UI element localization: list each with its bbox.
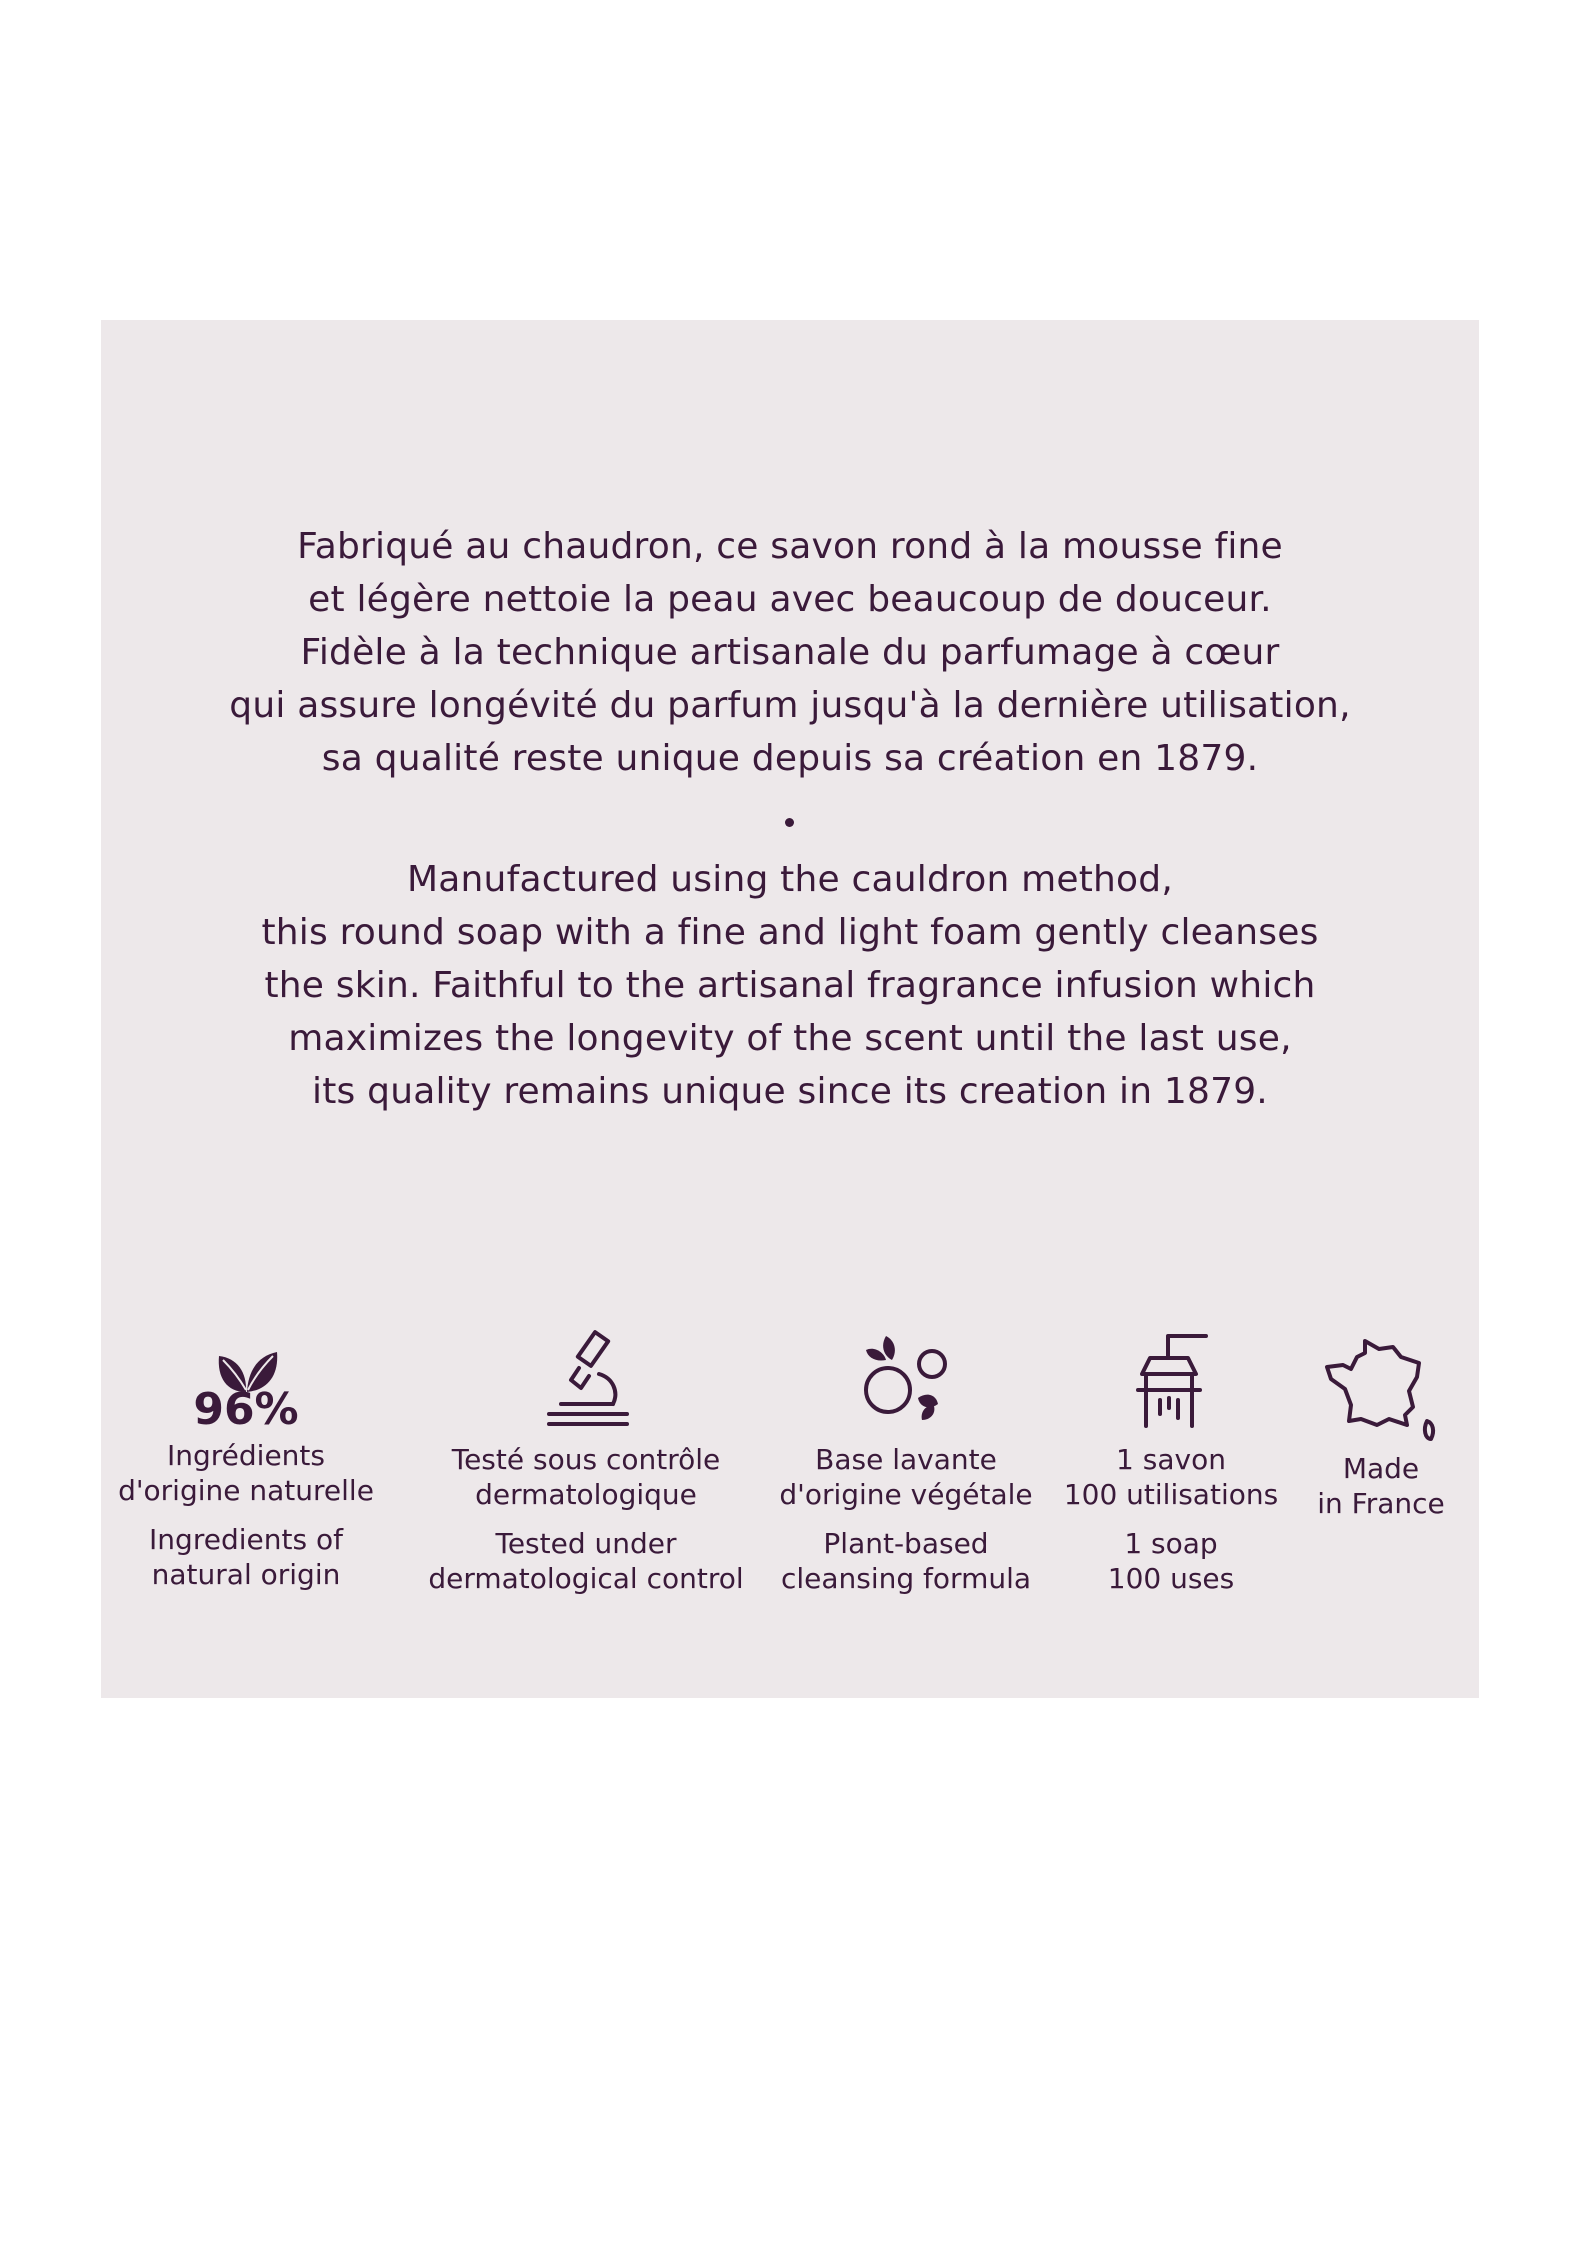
description-line: its quality remains unique since its creation in 1879. — [312, 1071, 1268, 1112]
feature-label-en: dermatological control — [428, 1562, 744, 1595]
description-english — [101, 853, 1479, 1118]
shower-icon — [1126, 1328, 1216, 1428]
feature-label-fr: d'origine naturelle — [118, 1474, 374, 1507]
description-line: maximizes the longevity of the scent until the last use, — [288, 1018, 1292, 1059]
description-line: Fidèle à la technique artisanale du parfumage à cœur — [300, 632, 1280, 673]
feature-dermatological — [401, 1328, 771, 1596]
feature-plant-based — [756, 1328, 1056, 1596]
description-line: Fabriqué au chaudron, ce savon rond à la mousse fine — [297, 526, 1283, 567]
feature-label-en: Ingredients of — [149, 1523, 343, 1556]
feature-made-in-france — [1286, 1335, 1476, 1521]
france-map-icon — [1321, 1335, 1441, 1445]
product-info-panel — [101, 320, 1479, 1698]
feature-label-en: Plant-based — [823, 1527, 989, 1560]
feature-label-fr: d'origine végétale — [779, 1478, 1033, 1511]
description-french — [101, 520, 1479, 785]
feature-label-fr: 1 savon — [1116, 1443, 1226, 1476]
feature-natural-ingredients — [101, 1348, 391, 1592]
description-line: the skin. Faithful to the artisanal fragrance infusion which — [264, 965, 1316, 1006]
feature-label-fr: dermatologique — [475, 1478, 697, 1511]
separator-dot — [785, 818, 794, 827]
percent-natural: 96% — [193, 1384, 299, 1435]
description-line: qui assure longévité du parfum jusqu'à la dernière utilisation, — [229, 685, 1351, 726]
feature-label: in France — [1317, 1487, 1445, 1520]
feature-label-en: natural origin — [151, 1558, 341, 1591]
feature-label-en: 1 soap — [1124, 1527, 1218, 1560]
feature-uses — [1056, 1328, 1286, 1596]
feature-label-fr: Base lavante — [815, 1443, 997, 1476]
description-line: sa qualité reste unique depuis sa création en 1879. — [321, 738, 1259, 779]
feature-label-fr: Testé sous contrôle — [451, 1443, 721, 1476]
description-line: Manufactured using the cauldron method, — [407, 859, 1173, 900]
microscope-icon — [541, 1328, 631, 1428]
feature-label-en: cleansing formula — [780, 1562, 1032, 1595]
feature-label-en: Tested under — [495, 1527, 677, 1560]
feature-label: Made — [1342, 1452, 1420, 1485]
description-line: et légère nettoie la peau avec beaucoup de douceur. — [308, 579, 1272, 620]
description-line: this round soap with a fine and light foam gently cleanses — [261, 912, 1319, 953]
feature-label-fr: 100 utilisations — [1063, 1478, 1279, 1511]
feature-label-fr: Ingrédients — [167, 1439, 325, 1472]
berries-icon — [856, 1328, 956, 1428]
feature-label-en: 100 uses — [1107, 1562, 1235, 1595]
